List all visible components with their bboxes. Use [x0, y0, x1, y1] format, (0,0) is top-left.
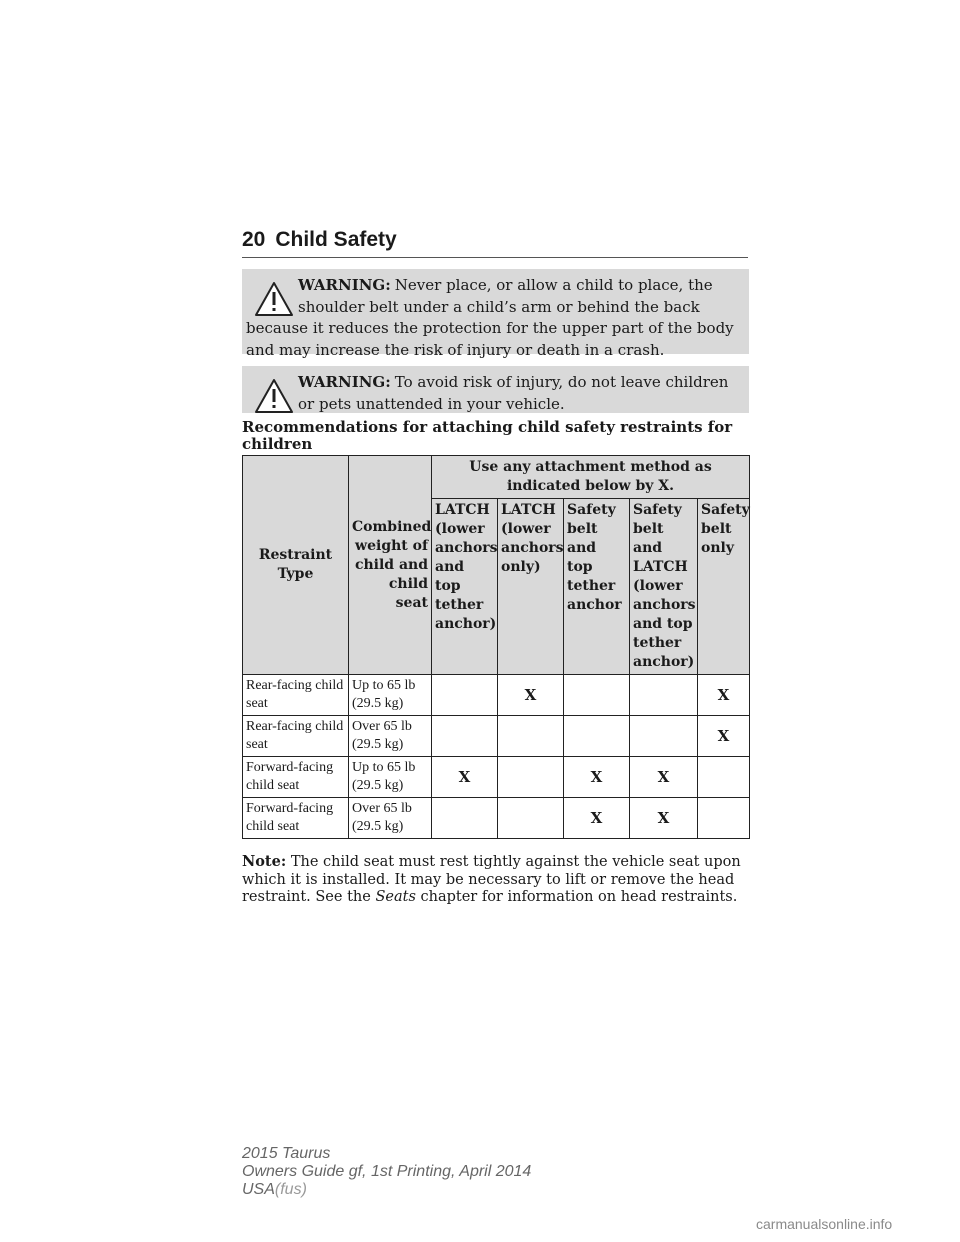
mark-cell: X — [698, 675, 750, 716]
header-method-belt-latch: Safety belt and LATCH (lower anchors and top tether anchor) — [630, 499, 698, 675]
warning-text: To avoid risk of injury, do not leave children or pets unattended in your vehicle. — [298, 373, 729, 413]
weight-cell: Up to 65 lb (29.5 kg) — [349, 757, 432, 798]
mark-cell: X — [564, 798, 630, 839]
warning-triangle-icon — [254, 378, 294, 414]
restraint-table — [242, 455, 750, 839]
warning-box-shoulder-belt — [242, 269, 749, 359]
weight-cell: Up to 65 lb (29.5 kg) — [349, 675, 432, 716]
mark-cell: X — [630, 798, 698, 839]
watermark: carmanualsonline.info — [756, 1216, 893, 1232]
restraint-type-cell: Rear-facing child seat — [243, 675, 349, 716]
mark-cell: X — [432, 757, 498, 798]
mark-cell — [564, 675, 630, 716]
header-method-belt-tether: Safety belt and top tether anchor — [564, 499, 630, 675]
page-number: 20 — [242, 228, 266, 251]
footer-model: 2015 Taurus — [242, 1145, 331, 1162]
mark-cell: X — [630, 757, 698, 798]
header-restraint-type: Restraint Type — [243, 456, 349, 675]
seats-chapter-reference: Seats — [375, 889, 416, 905]
mark-cell — [630, 716, 698, 757]
weight-cell: Over 65 lb (29.5 kg) — [349, 716, 432, 757]
weight-cell: Over 65 lb (29.5 kg) — [349, 798, 432, 839]
header-method-latch-tether: LATCH (lower anchors and top tether anchor) — [432, 499, 498, 675]
note-paragraph — [242, 853, 748, 907]
warning-triangle-icon — [254, 281, 294, 317]
mark-cell — [630, 675, 698, 716]
note-text-before: The child seat must rest tightly against the vehicle seat upon which it is installed. It may be necessary to lift or remove the head restraint. See the — [242, 854, 741, 905]
mark-cell — [564, 716, 630, 757]
table-row — [243, 716, 750, 757]
header-attachment-method: Use any attachment method as indicated below by X. — [432, 456, 750, 499]
mark-cell: X — [564, 757, 630, 798]
table-row — [243, 675, 750, 716]
page-footer — [242, 1145, 531, 1199]
table-row — [243, 798, 750, 839]
note-label: Note: — [242, 853, 287, 870]
mark-cell — [498, 798, 564, 839]
mark-cell — [432, 675, 498, 716]
recommendations-title: Recommendations for attaching child safety restraints for children — [242, 418, 733, 453]
restraint-type-cell: Forward-facing child seat — [243, 798, 349, 839]
note-text-after: chapter for information on head restraints. — [415, 889, 738, 905]
restraint-type-cell: Rear-facing child seat — [243, 716, 349, 757]
footer-market: USA — [242, 1181, 275, 1198]
restraint-type-cell: Forward-facing child seat — [243, 757, 349, 798]
mark-cell — [698, 798, 750, 839]
header-method-latch-lower: LATCH (lower anchors only) — [498, 499, 564, 675]
table-row — [243, 757, 750, 798]
mark-cell — [498, 716, 564, 757]
mark-cell — [698, 757, 750, 798]
footer-code: (fus) — [274, 1181, 307, 1198]
mark-cell — [432, 798, 498, 839]
section-title: Child Safety — [275, 228, 397, 251]
page-header — [242, 228, 748, 258]
warning-label: WARNING: — [298, 276, 391, 294]
mark-cell: X — [698, 716, 750, 757]
mark-cell — [432, 716, 498, 757]
warning-label: WARNING: — [298, 373, 391, 391]
warning-text: Never place, or allow a child to place, the shoulder belt under a child’s arm or behind the back because it reduces the protection for the upper part of the body and may increase the risk of injury or death in a crash. — [246, 276, 734, 359]
mark-cell: X — [498, 675, 564, 716]
header-method-belt-only: Safety belt only — [698, 499, 750, 675]
footer-guide-edition: Owners Guide gf, 1st Printing, April 2014 — [242, 1163, 532, 1180]
header-combined-weight: Combined weight of child and child seat — [349, 456, 432, 675]
warning-box-unattended — [242, 366, 749, 413]
mark-cell — [498, 757, 564, 798]
